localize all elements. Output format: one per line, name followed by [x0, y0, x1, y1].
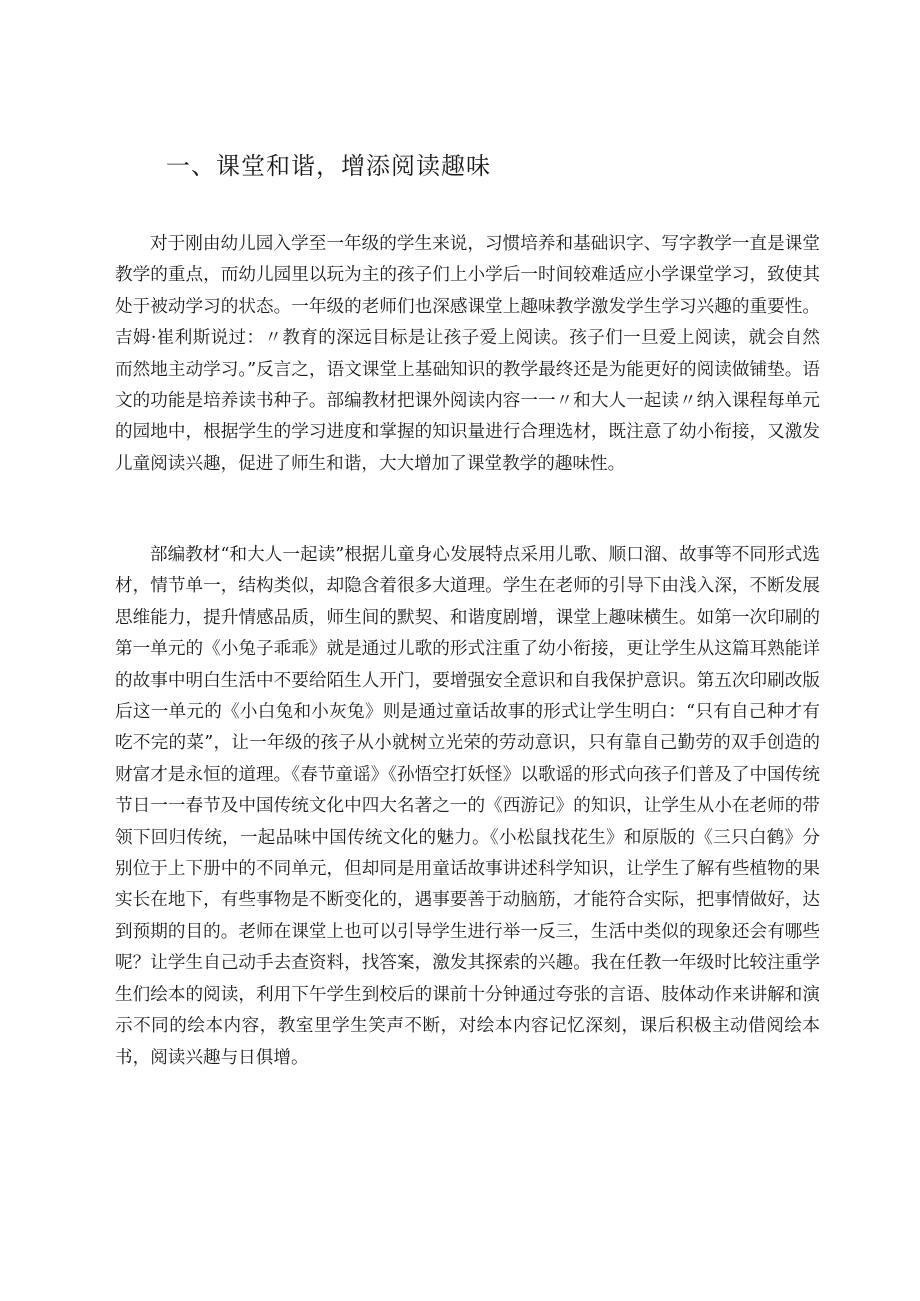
body-paragraph-2: 部编教材“和大人一起读”根据儿童身心发展特点采用儿歌、顺口溜、故事等不同形式选材，情节单一，结构类似，却隐含着很多大道理。学生在老师的引导下由浅入深，不断发展思维能力，提升情感品质，师生间的默契、和谐度剧增，课堂上趣味横生。如第一次印刷的第一单元的《小兔子乖乖》就是通过儿歌的形式注重了幼小衔接，更让学生从这篇耳熟能详的故事中明白生活中不要给陌生人开门，要增强安全意识和自我保护意识。第五次印刷改版后这一单元的《小白兔和小灰兔》则是通过童话故事的形式让学生明白：“只有自己种才有吃不完的菜”，让一年级的孩子从小就树立光荣的劳动意识，只有靠自己勤劳的双手创造的财富才是永恒的道理。《春节童谣》《孙悟空打妖怪》以歌谣的形式向孩子们普及了中国传统节日一一春节及中国传统文化中四大名著之一的《西游记》的知识，让学生从小在老师的带领下回归传统，一起品味中国传统文化的魅力。《小松鼠找花生》和原版的《三只白鹤》分别位于上下册中的不同单元，但却同是用童话故事讲述科学知识，让学生了解有些植物的果实长在地下，有些事物是不断变化的，遇事要善于动脑筋，才能符合实际，把事情做好，达到预期的目的。老师在课堂上也可以引导学生进行举一反三，生活中类似的现象还会有哪些呢？让学生自己动手去查资料，找答案，激发其探索的兴趣。我在任教一年级时比较注重学生们绘本的阅读，利用下午学生到校后的课前十分钟通过夸张的言语、肢体动作来讲解和演示不同的绘本内容，教室里学生笑声不断，对绘本内容记忆深刻，课后积极主动借阅绘本书，阅读兴趣与日俱增。 — [115, 545, 820, 1068]
section-heading: 一、课堂和谐，增添阅读趣味 — [166, 152, 491, 180]
body-paragraph-1: 对于刚由幼儿园入学至一年级的学生来说，习惯培养和基础识字、写字教学一直是课堂教学的重点，而幼儿园里以玩为主的孩子们上小学后一时间较难适应小学课堂学习，致使其处于被动学习的状态。一年级的老师们也深感课堂上趣味教学激发学生学习兴趣的重要性。吉姆·崔利斯说过：〃教育的深远目标是让孩子爱上阅读。孩子们一旦爱上阅读，就会自然而然地主动学习。”反言之，语文课堂上基础知识的教学最终还是为能更好的阅读做铺垫。语文的功能是培养读书种子。部编教材把课外阅读内容一一〃和大人一起读〃纳入课程每单元的园地中，根据学生的学习进度和掌握的知识量进行合理选材，既注意了幼小衔接，又激发儿童阅读兴趣，促进了师生和谐，大大增加了课堂教学的趣味性。 — [115, 234, 820, 474]
